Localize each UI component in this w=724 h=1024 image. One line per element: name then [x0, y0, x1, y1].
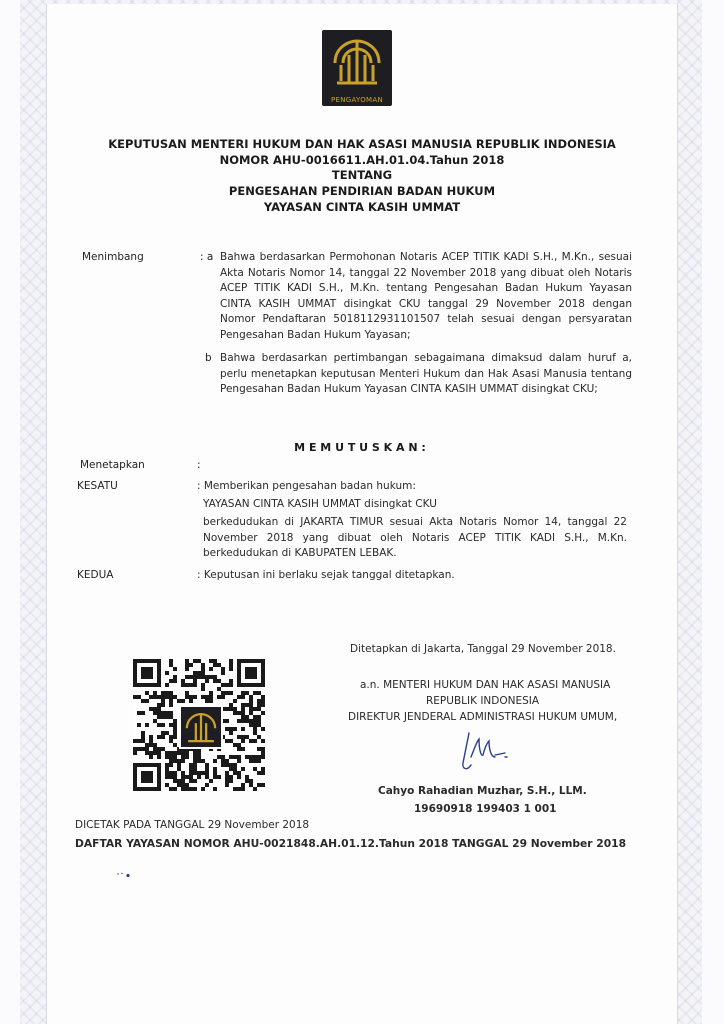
menetapkan-label: Menetapkan	[80, 459, 145, 471]
kedua-text: : Keputusan ini berlaku sejak tanggal ditetapkan.	[197, 569, 455, 581]
menimbang-marker-a: : a	[200, 251, 214, 263]
ink-dots	[114, 871, 134, 879]
kedua-label: KEDUA	[77, 569, 114, 581]
menimbang-point-a: Bahwa berdasarkan Permohonan Notaris ACEP TITIK KADI S.H., M.Kn., sesuai Akta Notaris Nomor 14, tanggal 22 November 2018 yang dibuat oleh Notaris ACEP TITIK KADI S.H., M.Kn. tentang Pengesahan Badan Hukum Yayasan CINTA KASIH UMMAT disingkat CKU tanggal 29 November 2018 dengan Nomor Pendaftaran 5018112931101507 telah sesuai dengan persyaratan Pengesahan Badan Hukum Yayasan;	[220, 251, 632, 341]
handwritten-signature	[455, 727, 515, 779]
printed-date: DICETAK PADA TANGGAL 29 November 2018	[75, 819, 310, 831]
kesatu-domicile: berkedudukan di JAKARTA TIMUR sesuai Akta Notaris Nomor 14, tanggal 22 November 2018 yang dibuat oleh Notaris ACEP TITIK KADI S.H., M.Kn. berkedudukan di KABUPATEN LEBAK.	[203, 516, 627, 560]
signatory-name: Cahyo Rahadian Muzhar, S.H., LLM.	[378, 785, 587, 797]
verification-qr-code	[133, 659, 265, 791]
pengayoman-logo	[322, 30, 392, 106]
foundation-name: YAYASAN CINTA KASIH UMMAT	[263, 200, 461, 214]
kesatu-intro: : Memberikan pengesahan badan hukum:	[197, 480, 416, 492]
kesatu-label: KESATU	[77, 480, 118, 492]
menetapkan-colon: :	[197, 459, 201, 471]
authority-line-3: DIREKTUR JENDERAL ADMINISTRASI HUKUM UMUM,	[348, 711, 618, 723]
authority-line-1: a.n. MENTERI HUKUM DAN HAK ASASI MANUSIA	[360, 679, 611, 691]
banyan-tree-icon	[329, 35, 385, 87]
decree-title: KEPUTUSAN MENTERI HUKUM DAN HAK ASASI MANUSIA REPUBLIK INDONESIA	[108, 137, 616, 151]
decree-tentang: TENTANG	[331, 168, 393, 182]
decree-number: NOMOR AHU-0016611.AH.01.04.Tahun 2018	[219, 153, 505, 167]
decree-subject: PENGESAHAN PENDIRIAN BADAN HUKUM	[228, 184, 496, 198]
banyan-tree-icon	[183, 709, 219, 745]
logo-caption: PENGAYOMAN	[330, 96, 384, 104]
memutuskan-heading: M E M U T U S K A N :	[294, 441, 426, 454]
menimbang-label: Menimbang	[82, 251, 144, 263]
qr-center-logo	[179, 705, 223, 749]
kesatu-foundation: YAYASAN CINTA KASIH UMMAT disingkat CKU	[203, 498, 437, 510]
place-date: Ditetapkan di Jakarta, Tanggal 29 November 2018.	[350, 643, 616, 655]
authority-line-2: REPUBLIK INDONESIA	[426, 695, 540, 707]
menimbang-marker-b: b	[205, 352, 212, 364]
registry-line: DAFTAR YAYASAN NOMOR AHU-0021848.AH.01.12.Tahun 2018 TANGGAL 29 November 2018	[75, 837, 627, 850]
menimbang-point-b: Bahwa berdasarkan pertimbangan sebagaimana dimaksud dalam huruf a, perlu menetapkan keputusan Menteri Hukum dan Hak Asasi Manusia tentang Pengesahan Badan Hukum Yayasan CINTA KASIH UMMAT disingkat CKU;	[220, 352, 632, 396]
signatory-nip: 19690918 199403 1 001	[414, 803, 557, 815]
